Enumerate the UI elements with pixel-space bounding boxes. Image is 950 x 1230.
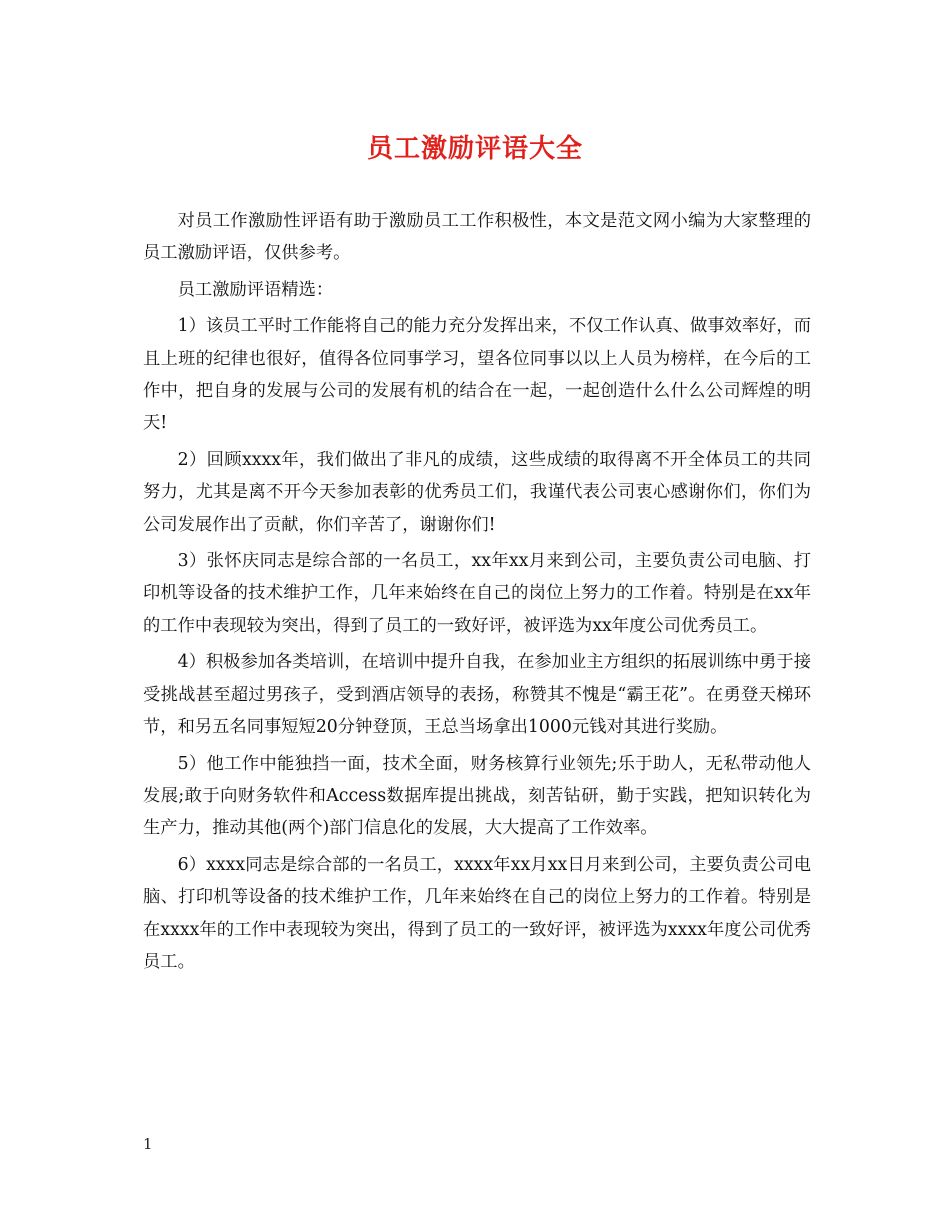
comment-paragraph-2: 2）回顾xxxx年，我们做出了非凡的成绩，这些成绩的取得离不开全体员工的共同努力，尤其是离不开今天参加表彰的优秀员工们，我谨代表公司衷心感谢你们，你们为公司发展作出了贡献，你们辛苦了，谢谢你们!: [143, 449, 811, 535]
comment-paragraph-6: 6）xxxx同志是综合部的一名员工，xxxx年xx月xx日月来到公司，主要负责公司电脑、打印机等设备的技术维护工作，几年来始终在自己的岗位上努力的工作着。特别是在xxxx年的工作中表现较为突出，得到了员工的一致好评，被评选为xxxx年度公司优秀员工。: [143, 854, 811, 972]
document-title: 员工激励评语大全: [366, 134, 583, 164]
comment-paragraph-3: 3）张怀庆同志是综合部的一名员工，xx年xx月来到公司，主要负责公司电脑、打印机等设备的技术维护工作，几年来始终在自己的岗位上努力的工作着。特别是在xx年的工作中表现较为突出，得到了员工的一致好评，被评选为xx年度公司优秀员工。: [143, 551, 811, 636]
comment-paragraph-5: 5）他工作中能独挡一面，技术全面，财务核算行业领先;乐于助人，无私带动他人发展;敢于向财务软件和Access数据库提出挑战，刻苦钻研，勤于实践，把知识转化为生产力，推动其他(两个)部门信息化的发展，大大提高了工作效率。: [143, 753, 811, 839]
page-number: 1: [143, 1135, 153, 1153]
document-body: [143, 205, 811, 978]
comment-paragraph-4: 4）积极参加各类培训，在培训中提升自我，在参加业主方组织的拓展训练中勇于接受挑战甚至超过男孩子，受到酒店领导的表扬，称赞其不愧是“霸王花”。在勇登天梯环节，和另五名同事短短20分钟登顶，王总当场拿出1000元钱对其进行奖励。: [143, 652, 811, 738]
intro-paragraph: 对员工作激励性评语有助于激励员工工作积极性，本文是范文网小编为大家整理的员工激励评语，仅供参考。: [143, 211, 811, 264]
section-heading: 员工激励评语精选：: [177, 279, 334, 300]
comment-paragraph-1: 1）该员工平时工作能将自己的能力充分发挥出来，不仅工作认真、做事效率好，而且上班的纪律也很好，值得各位同事学习，望各位同事以以上人员为榜样，在今后的工作中，把自身的发展与公司的发展有机的结合在一起，一起创造什么什么公司辉煌的明天!: [143, 316, 811, 434]
